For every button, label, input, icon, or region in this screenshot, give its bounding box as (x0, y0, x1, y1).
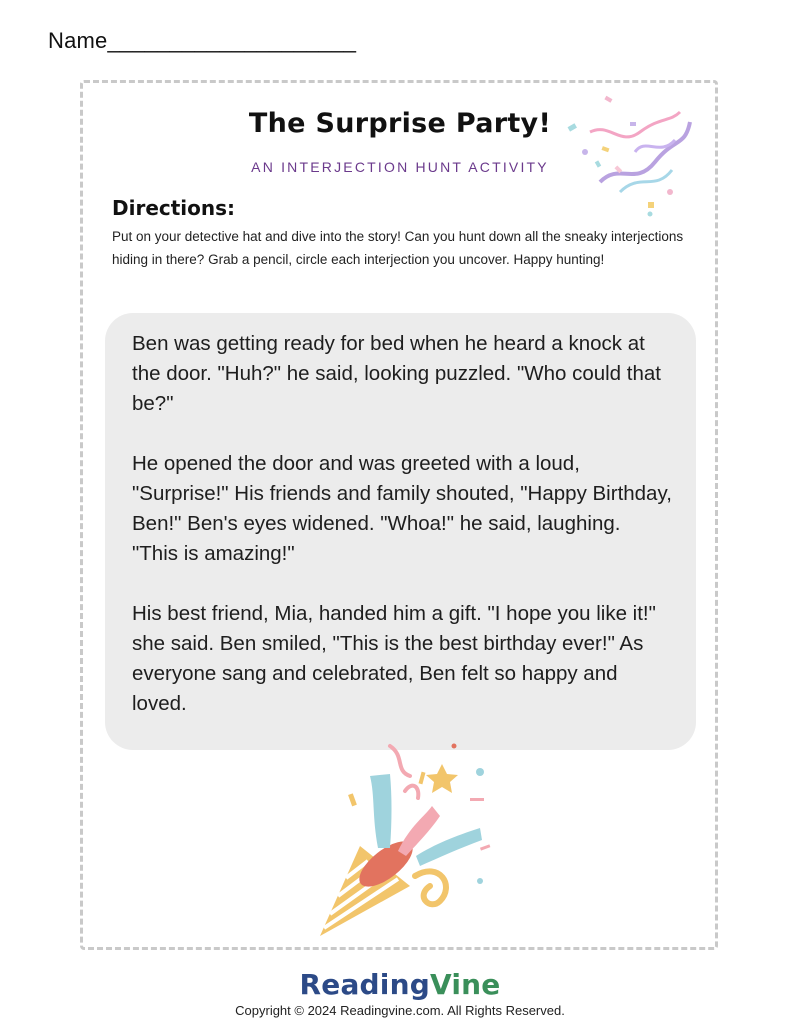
page-subtitle: AN INTERJECTION HUNT ACTIVITY (251, 159, 549, 175)
party-popper-icon (320, 736, 500, 946)
story-paragraph: Ben was getting ready for bed when he heard a knock at the door. "Huh?" he said, looking puzzled. "Who could that be?" (132, 332, 661, 415)
readingvine-logo (0, 968, 800, 1001)
directions-text: Put on your detective hat and dive into the story! Can you hunt down all the sneaky interjections hiding in there? Grab a pencil, circle each interjection you uncover. Happy hunting! (112, 229, 684, 267)
story-box (105, 313, 696, 750)
logo-vine-text: Vine (429, 968, 501, 1001)
copyright-text: Copyright © 2024 Readingvine.com. All Rights Reserved. (235, 1003, 565, 1018)
story-paragraph: His best friend, Mia, handed him a gift. "I hope you like it!" she said. Ben smiled, "This is the best birthday ever!" As everyone sang and celebrated, Ben felt so happy and loved. (132, 602, 656, 715)
logo-reading-text: Reading (299, 968, 430, 1001)
page-title: The Surprise Party! (248, 108, 552, 139)
story-paragraph: He opened the door and was greeted with a loud, "Surprise!" His friends and family shouted, "Happy Birthday, Ben!" Ben's eyes widened. "Whoa!" he said, laughing. "This is amazing!" (132, 452, 672, 565)
name-field-line[interactable]: Name____________________ (48, 28, 357, 53)
directions-heading: Directions: (112, 196, 236, 220)
